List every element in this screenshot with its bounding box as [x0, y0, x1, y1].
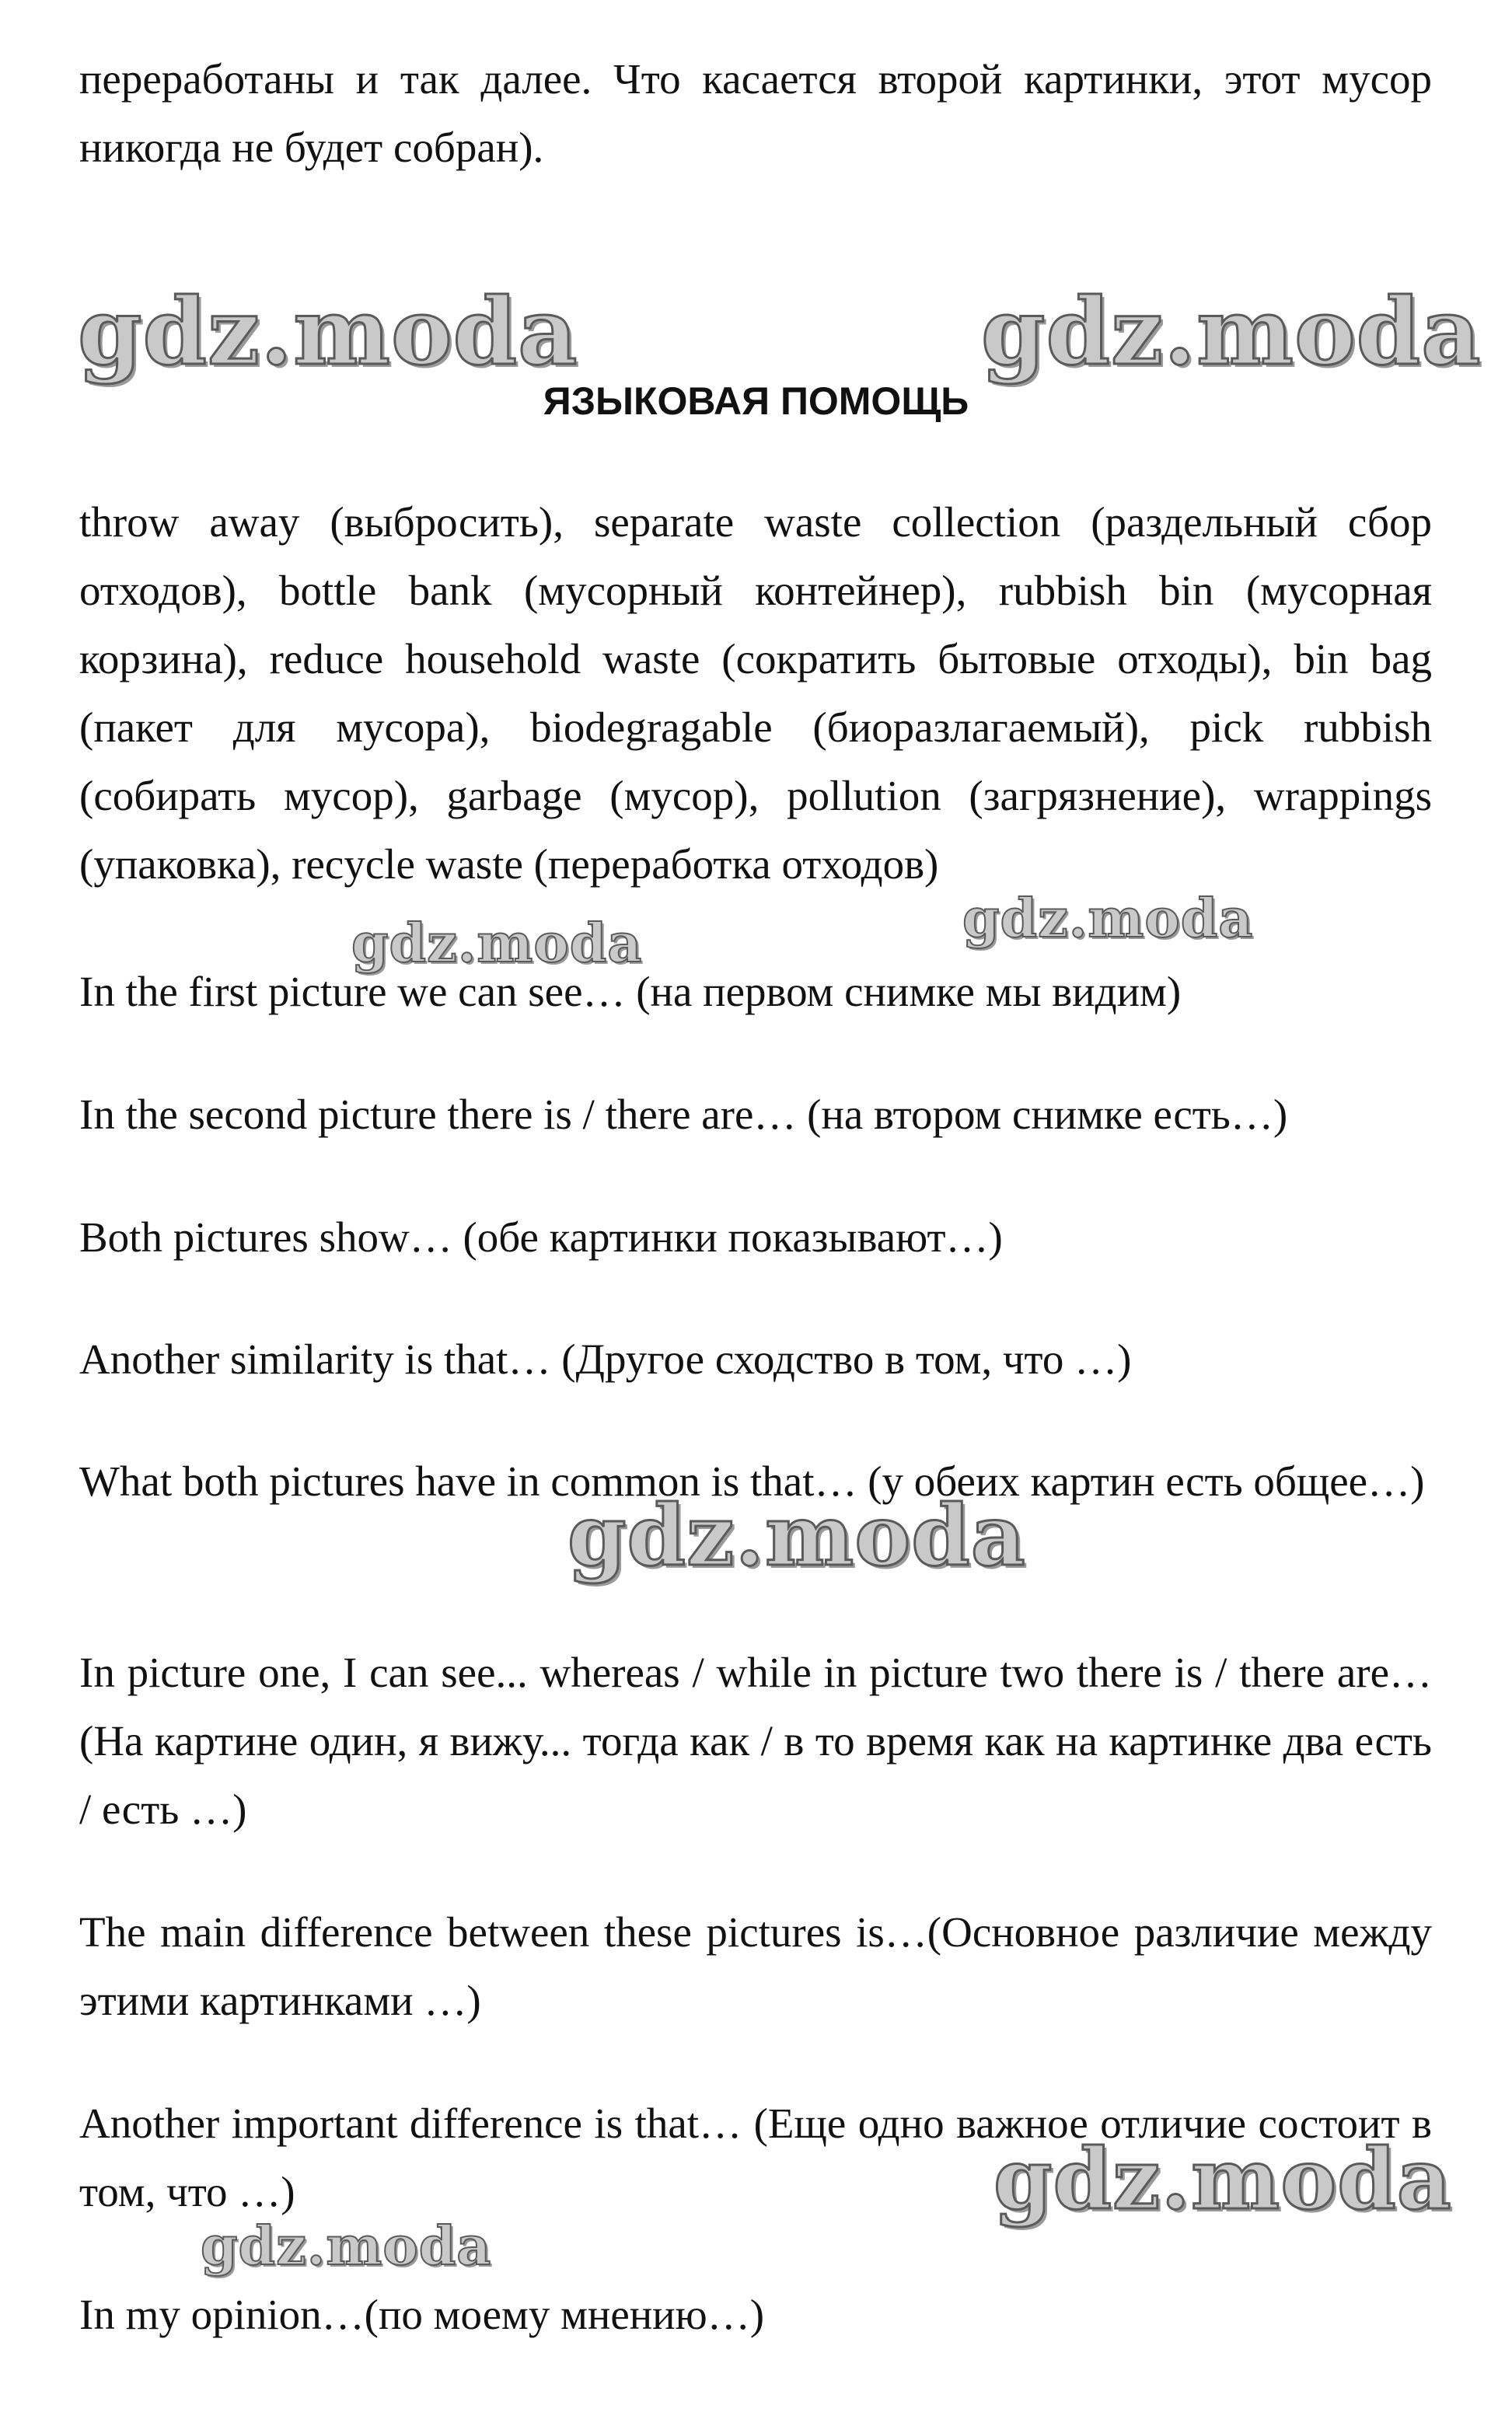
phrase-item: Both pictures show… (обе картинки показывают…) — [79, 1213, 1003, 1261]
section-heading: ЯЗЫКОВАЯ ПОМОЩЬ — [543, 379, 969, 423]
phrase-item: Another similarity is that… (Другое сходство в том, что …) — [79, 1335, 1132, 1383]
watermark-logo: gdz.moda — [78, 278, 578, 386]
watermark-logo: gdz.moda — [567, 1487, 1026, 1585]
watermark-logo: gdz.moda — [981, 278, 1482, 386]
vocabulary-paragraph: throw away (выбросить), separate waste collection (раздельный сбор отходов), bottle bank (мусорный контейнер), rubbish bin (мусорная корзина), reduce household waste (сократить бытовые отходы), bin bag (пакет для мусора), biodegragable (биоразлагаемый), pick rubbish (собирать мусор), garbage (мусор), pollution (загрязнение), wrappings (упаковка), recycle waste (переработка отходов) — [79, 498, 1432, 888]
watermark-logo: gdz.moda — [993, 2131, 1452, 2229]
phrase-item: In picture one, I can see... whereas / while in picture two there is / there are…(На картине один, я вижу... тогда как / в то время как на картинке два есть / есть …) — [79, 1649, 1432, 1833]
phrase-item: What both pictures have in common is that… (у обеих картин есть общее…) — [79, 1457, 1425, 1505]
phrase-item: In the second picture there is / there are… (на втором снимке есть…) — [79, 1091, 1288, 1138]
phrase-item: Another important difference is that… (Еще одно важное отличие состоит в том, что …) — [79, 2100, 1432, 2215]
watermark-logo: gdz.moda — [962, 888, 1254, 950]
watermark-logo: gdz.moda — [351, 913, 643, 975]
phrase-item: In my opinion…(по моему мнению…) — [79, 2291, 765, 2338]
phrase-item: In the first picture we can see… (на первом снимке мы видим) — [79, 968, 1182, 1015]
watermark-logo: gdz.moda — [201, 2215, 492, 2278]
phrase-item: The main difference between these pictures is…(Основное различие между этими картинками …) — [79, 1908, 1432, 2024]
intro-paragraph: переработаны и так далее. Что касается второй картинки, этот мусор никогда не будет собран). — [79, 55, 1432, 171]
